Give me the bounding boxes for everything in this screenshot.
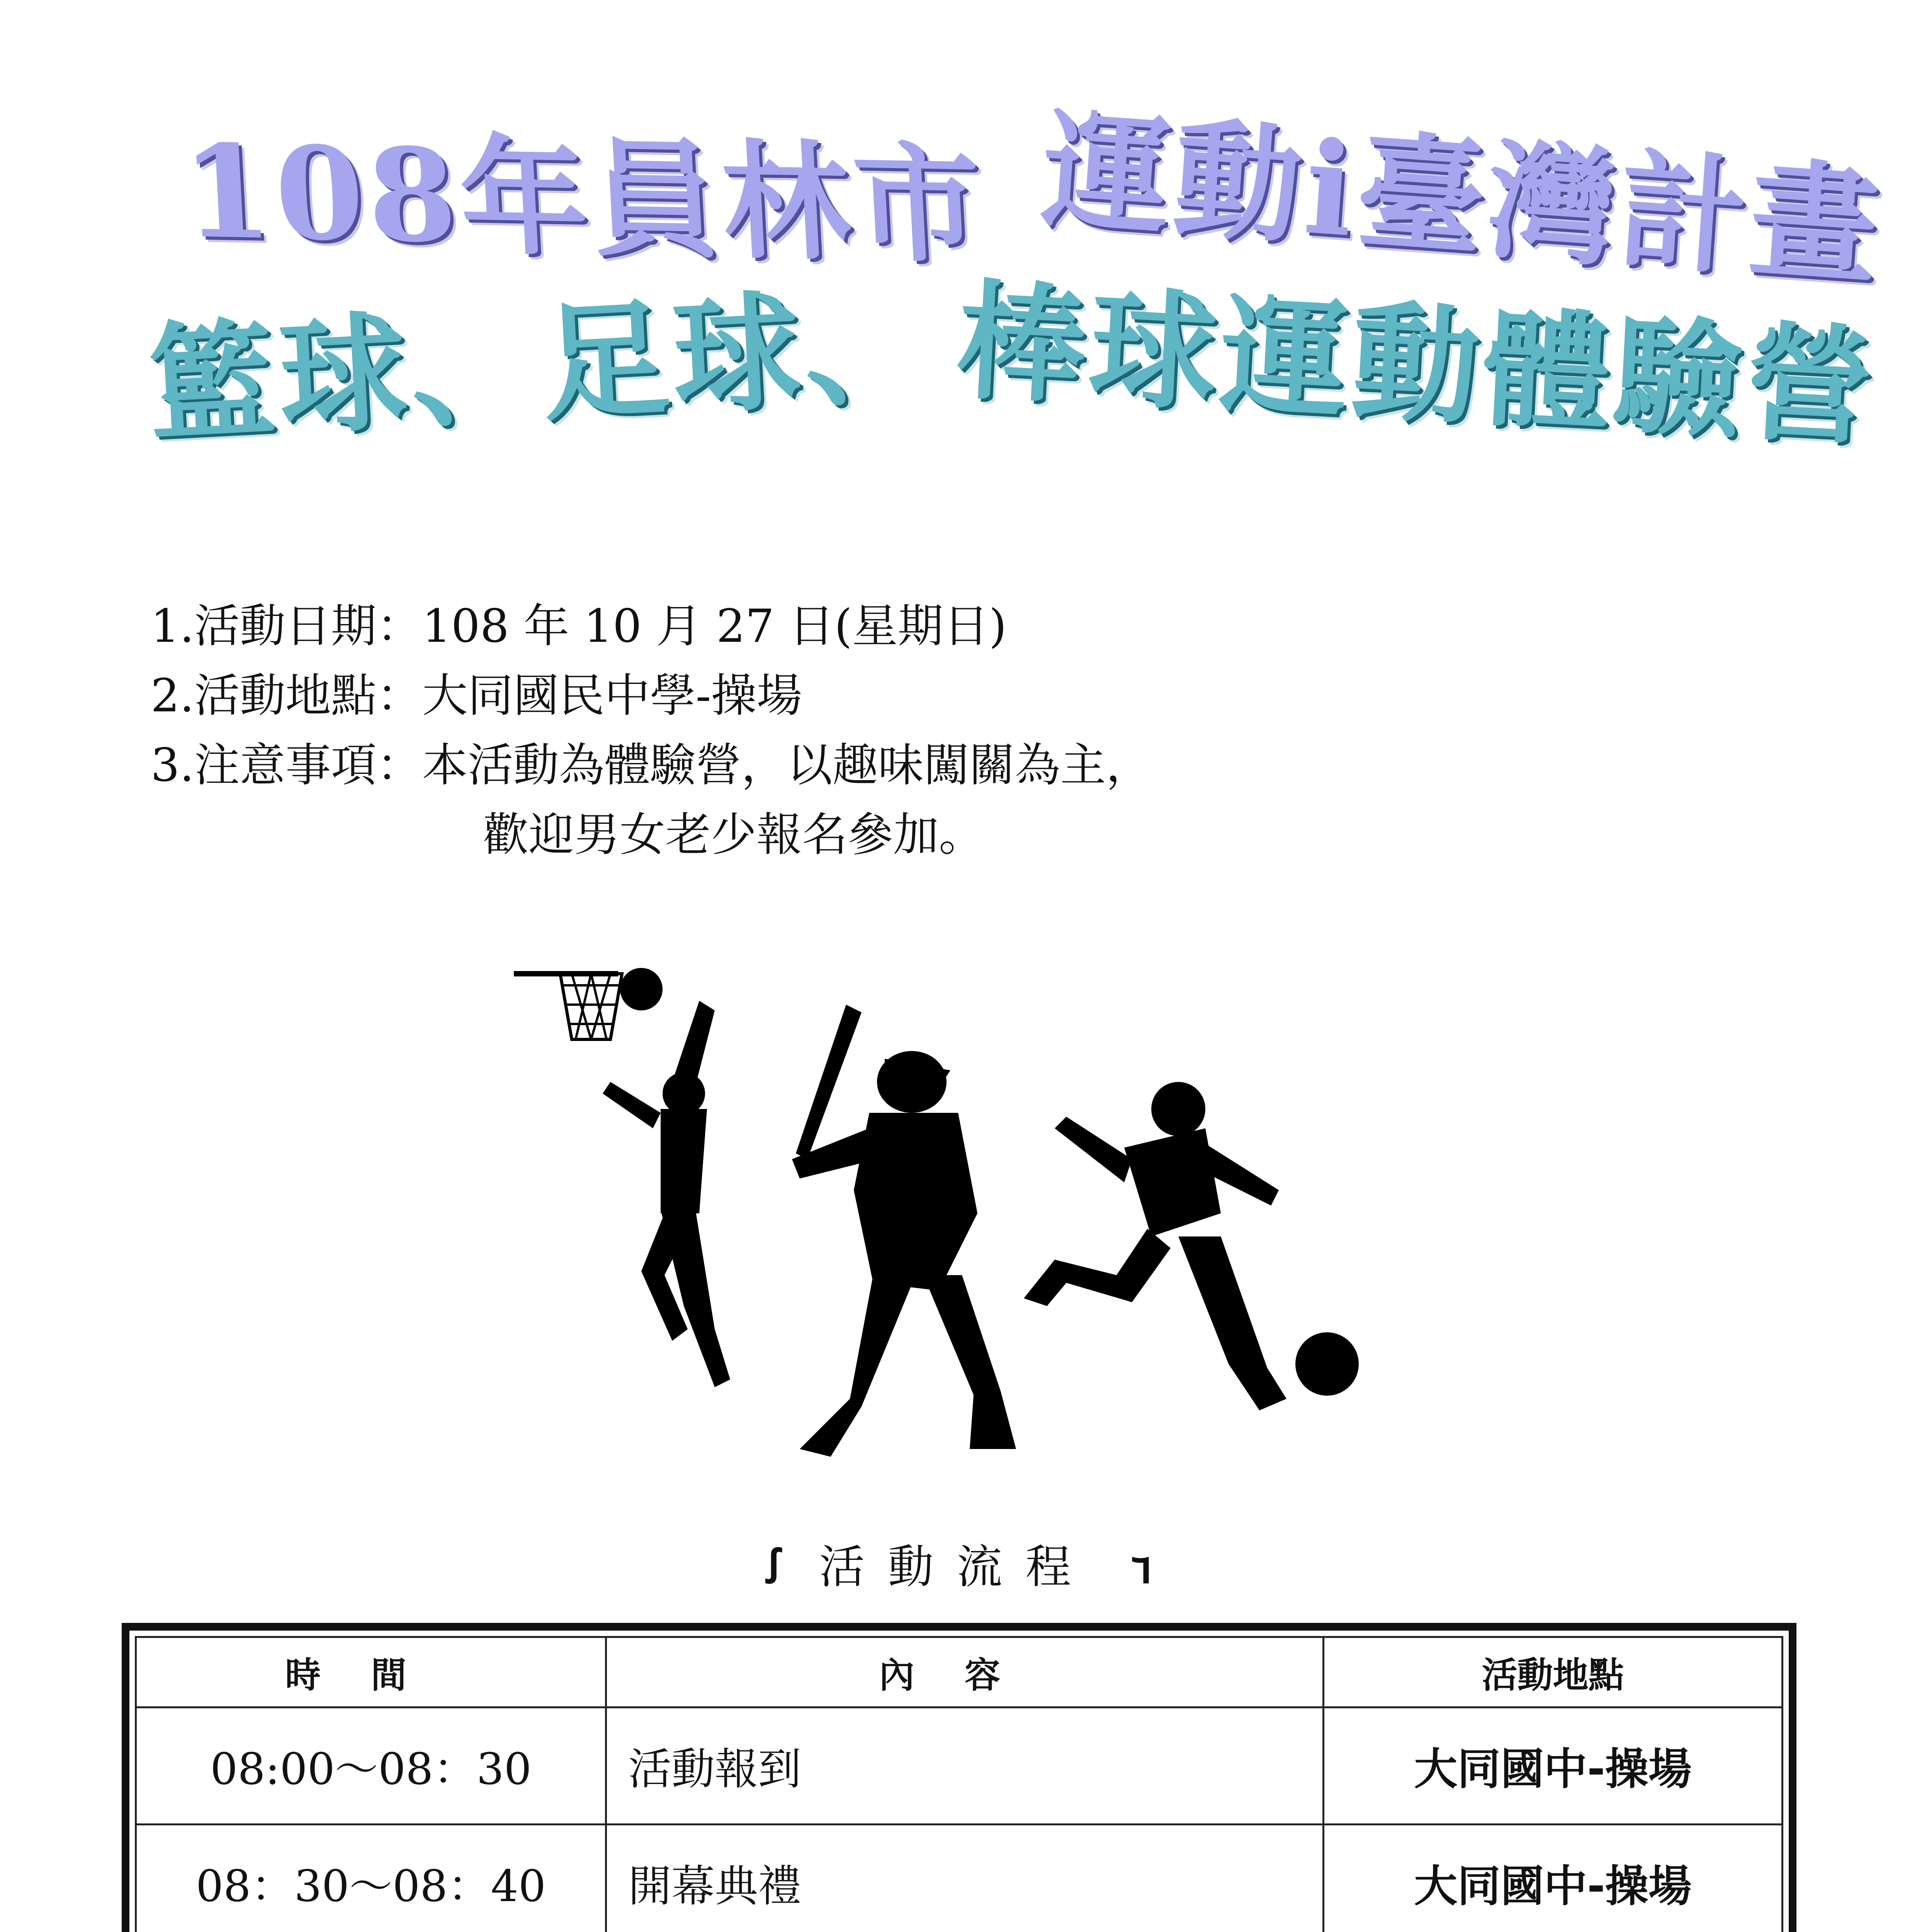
soccer-player-icon (1024, 1082, 1359, 1410)
info-date: 1.活動日期：108 年 10 月 27 日(星期日) (151, 599, 1007, 653)
title-camp: 棒球運動體驗營 (954, 265, 1881, 463)
baseball-batter-icon (792, 1005, 1016, 1457)
info-location: 2.活動地點：大同國民中學-操場 (151, 669, 802, 722)
title-sports: 籃球、足球、 (144, 269, 939, 460)
header-place: 活動地點 (1324, 1637, 1783, 1708)
ornament-right-icon: ꭋ (1132, 1540, 1152, 1594)
info-notes-cont: 歡迎男女老少報名參加。 (483, 808, 985, 861)
schedule-heading (0, 1530, 1917, 1596)
event-info (151, 591, 1152, 869)
table-header-row (136, 1637, 1783, 1708)
row-time: 08:00～08：30 (136, 1708, 606, 1825)
schedule-table (122, 1623, 1796, 1932)
table-row (136, 1824, 1783, 1932)
basketball-player-icon (514, 968, 730, 1387)
title-line-2 (144, 263, 1881, 463)
row-time: 08：30～08：40 (136, 1824, 606, 1932)
title-city: 108年員林市 (178, 116, 989, 281)
row-content: 活動報到 (606, 1708, 1324, 1825)
title-program: 運動i臺灣計畫 (1038, 94, 1887, 303)
header-content: 內容 (606, 1637, 1324, 1708)
schedule-grid (135, 1636, 1783, 1932)
row-place: 大同國中-操場 (1324, 1708, 1783, 1825)
row-content: 開幕典禮 (606, 1824, 1324, 1932)
ornament-left-icon: ꭍ (765, 1540, 782, 1594)
sports-silhouettes (514, 943, 1371, 1484)
schedule-heading-text: 活動流程 (819, 1540, 1094, 1594)
table-row (136, 1708, 1783, 1825)
info-notes: 3.注意事項：本活動為體驗營，以趣味闖關為主， (151, 738, 1152, 792)
row-place: 大同國中-操場 (1324, 1824, 1783, 1932)
header-time: 時間 (136, 1637, 606, 1708)
